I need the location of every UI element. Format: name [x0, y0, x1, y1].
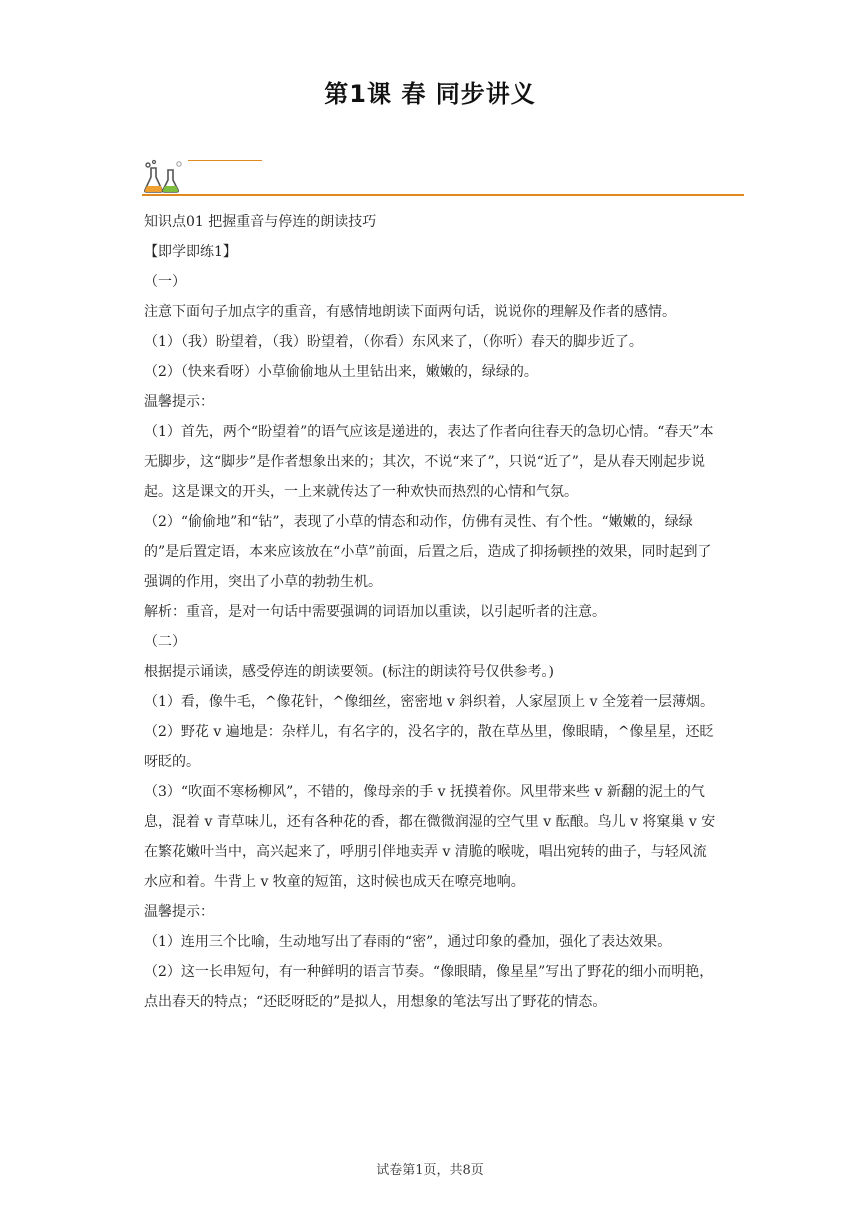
- document-body: [144, 207, 718, 1017]
- page-footer: 试卷第1页，共8页: [376, 1163, 484, 1178]
- part1-analysis: 解析：重音，是对一句话中需要强调的词语加以重读，以引起听者的注意。: [144, 604, 606, 620]
- part1-tip-1: （1）首先，两个“盼望着”的语气应该是递进的，表达了作者向往春天的急切心情。“春天”本无脚步，这“脚步”是作者想象出来的；其次，不说“来了”，只说“近了”，是从春天刚起步说起。这是课文的开头，一上来就传达了一种欢快而热烈的心情和气氛。: [144, 424, 714, 500]
- part2-label: （二）: [144, 634, 186, 650]
- part2-tips-label: 温馨提示：: [144, 904, 214, 920]
- part2-tip-2: （2）这一长串短句，有一种鲜明的语言节奏。“像眼睛，像星星”写出了野花的细小而明艳，点出春天的特点；“还眨呀眨的”是拟人，用想象的笔法写出了野花的情态。: [144, 964, 714, 1010]
- part1-sentence-1: （1）（我）盼望着，（我）盼望着，（你看）东风来了，（你听）春天的脚步近了。: [144, 334, 643, 350]
- part1-tip-2: （2）“偷偷地”和“钻”，表现了小草的情态和动作，仿佛有灵性、有个性。“嫩嫩的，绿绿的”是后置定语，本来应该放在“小草”前面，后置之后，造成了抑扬顿挫的效果，同时起到了强调的作用，突出了小草的勃勃生机。: [144, 514, 712, 590]
- part2-sentence-2: （2）野花 v 遍地是：杂样儿，有名字的，没名字的，散在草丛里，像眼睛，^像星星，还眨呀眨的。: [144, 724, 714, 770]
- part2-tip-1: （1）连用三个比喻，生动地写出了春雨的“密”，通过印象的叠加，强化了表达效果。: [144, 934, 672, 950]
- practice-label: 【即学即练1】: [144, 244, 237, 260]
- part1-instruction: 注意下面句子加点字的重音，有感情地朗读下面两句话，说说你的理解及作者的感情。: [144, 304, 676, 320]
- part2-sentence-3: （3）“吹面不寒杨柳风”，不错的，像母亲的手 v 抚摸着你。风里带来些 v 新翻的泥土的气息，混着 v 青草味儿，还有各种花的香，都在微微润湿的空气里 v 酝酿。鸟儿 v 将窠巢 v 安在繁花嫩叶当中，高兴起来了，呼朋引伴地卖弄 v 清脆的喉咙，唱出宛转的曲子，与轻风流水应和着。牛背上 v 牧童的短笛，这时候也成天在嘹亮地响。: [144, 784, 716, 890]
- part1-tips-label: 温馨提示：: [144, 394, 214, 410]
- part1-sentence-2: （2）（快来看呀）小草偷偷地从土里钻出来，嫩嫩的，绿绿的。: [144, 364, 538, 380]
- part1-label: （一）: [144, 274, 186, 290]
- section-heading: 知识点01 把握重音与停连的朗读技巧: [144, 214, 377, 230]
- page-title: 第1课 春 同步讲义: [324, 80, 536, 108]
- header-accent-line: [188, 160, 262, 161]
- part2-instruction: 根据提示诵读，感受停连的朗读要领。(标注的朗读符号仅供参考。): [144, 664, 554, 680]
- part2-sentence-1: （1）看，像牛毛，^像花针，^像细丝，密密地 v 斜织着，人家屋顶上 v 全笼着一层薄烟。: [144, 694, 714, 710]
- section-divider: [142, 194, 744, 196]
- lab-flask-icon: [142, 158, 186, 194]
